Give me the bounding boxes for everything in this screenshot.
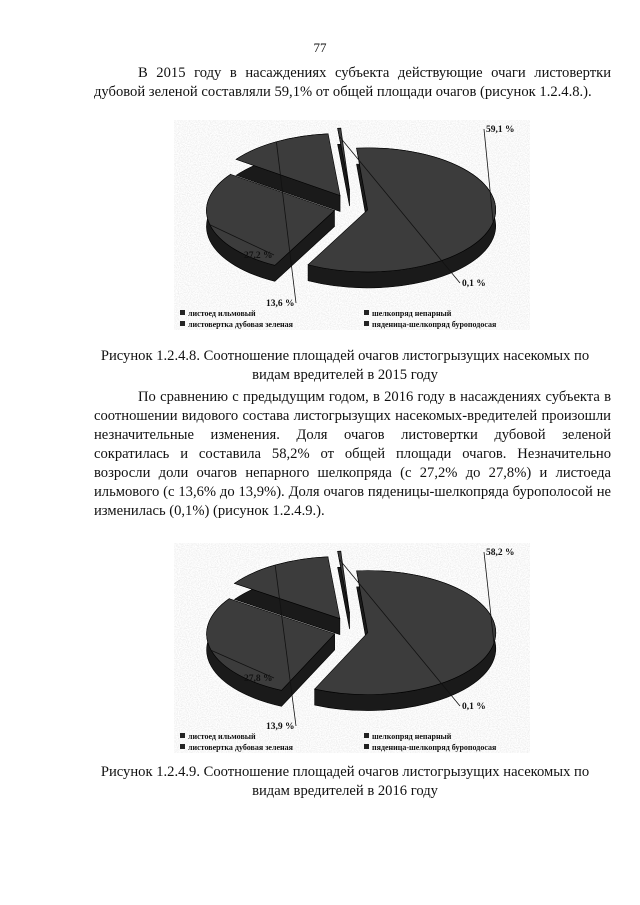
legend-entry: пяденица-шелкопряд буроподосая <box>372 320 497 329</box>
legend-swatch <box>180 321 185 326</box>
legend-swatch <box>364 744 369 749</box>
legend-swatch <box>364 733 369 738</box>
legend-entry: шелкопряд непарный <box>372 309 452 318</box>
legend-swatch <box>180 733 185 738</box>
legend-swatch <box>364 310 369 315</box>
paragraph-1: В 2015 году в насаждениях субъекта действующие очаги листовертки дубовой зеленой составляли 59,1% от общей площади очагов (рисунок 1.2.4.8.). <box>94 65 611 100</box>
pie-slice-label: 58,2 % <box>486 548 515 558</box>
pie-slice-label: 13,9 % <box>266 722 295 732</box>
legend-entry: листовертка дубовая зеленая <box>188 743 293 752</box>
pie-chart-2015 <box>174 120 530 330</box>
legend-swatch <box>180 744 185 749</box>
legend-entry: листовертка дубовая зеленая <box>188 320 293 329</box>
pie-chart-2016 <box>174 543 530 753</box>
figure-caption-2: Рисунок 1.2.4.9. Соотношение площадей очагов листогрызущих насекомых по видам вредителей в 2016 году <box>100 764 590 799</box>
paragraph-2: По сравнению с предыдущим годом, в 2016 году в насаждениях субъекта в соотношении видового состава листогрызущих насекомых-вредителей произошли незначительные изменения. Доля очагов листовертки дубовой зеленой сократилась и составила 58,2% от общей площади очагов. Незначительно возросли доли очагов непарного шелкопряда (с 27,2% до 27,8%) и листоеда ильмового (с 13,6% до 13,9%). Доля очагов пяденицы-шелкопряда бурополосой не изменилась (0,1%) (рисунок 1.2.4.9.). <box>94 389 611 519</box>
legend-entry: листоед ильмовый <box>188 309 256 318</box>
figure-caption-1: Рисунок 1.2.4.8. Соотношение площадей очагов листогрызущих насекомых по видам вредителей в 2015 году <box>100 348 590 383</box>
legend-entry: шелкопряд непарный <box>372 732 452 741</box>
pie-slice-label: 0,1 % <box>462 702 486 712</box>
pie-chart-2015-svg <box>174 120 530 330</box>
page-number: 77 <box>313 40 327 55</box>
pie-chart-2016-svg <box>174 543 530 753</box>
legend-entry: листоед ильмовый <box>188 732 256 741</box>
legend-swatch <box>180 310 185 315</box>
pie-slice-label: 13,6 % <box>266 299 295 309</box>
pie-slice-label: 0,1 % <box>462 279 486 289</box>
legend-swatch <box>364 321 369 326</box>
legend-entry: пяденица-шелкопряд буроподосая <box>372 743 497 752</box>
pie-slice-label: 59,1 % <box>486 125 515 135</box>
pie-slice-label: 27,2 % <box>244 251 273 261</box>
pie-slice-label: 27,8 % <box>244 674 273 684</box>
